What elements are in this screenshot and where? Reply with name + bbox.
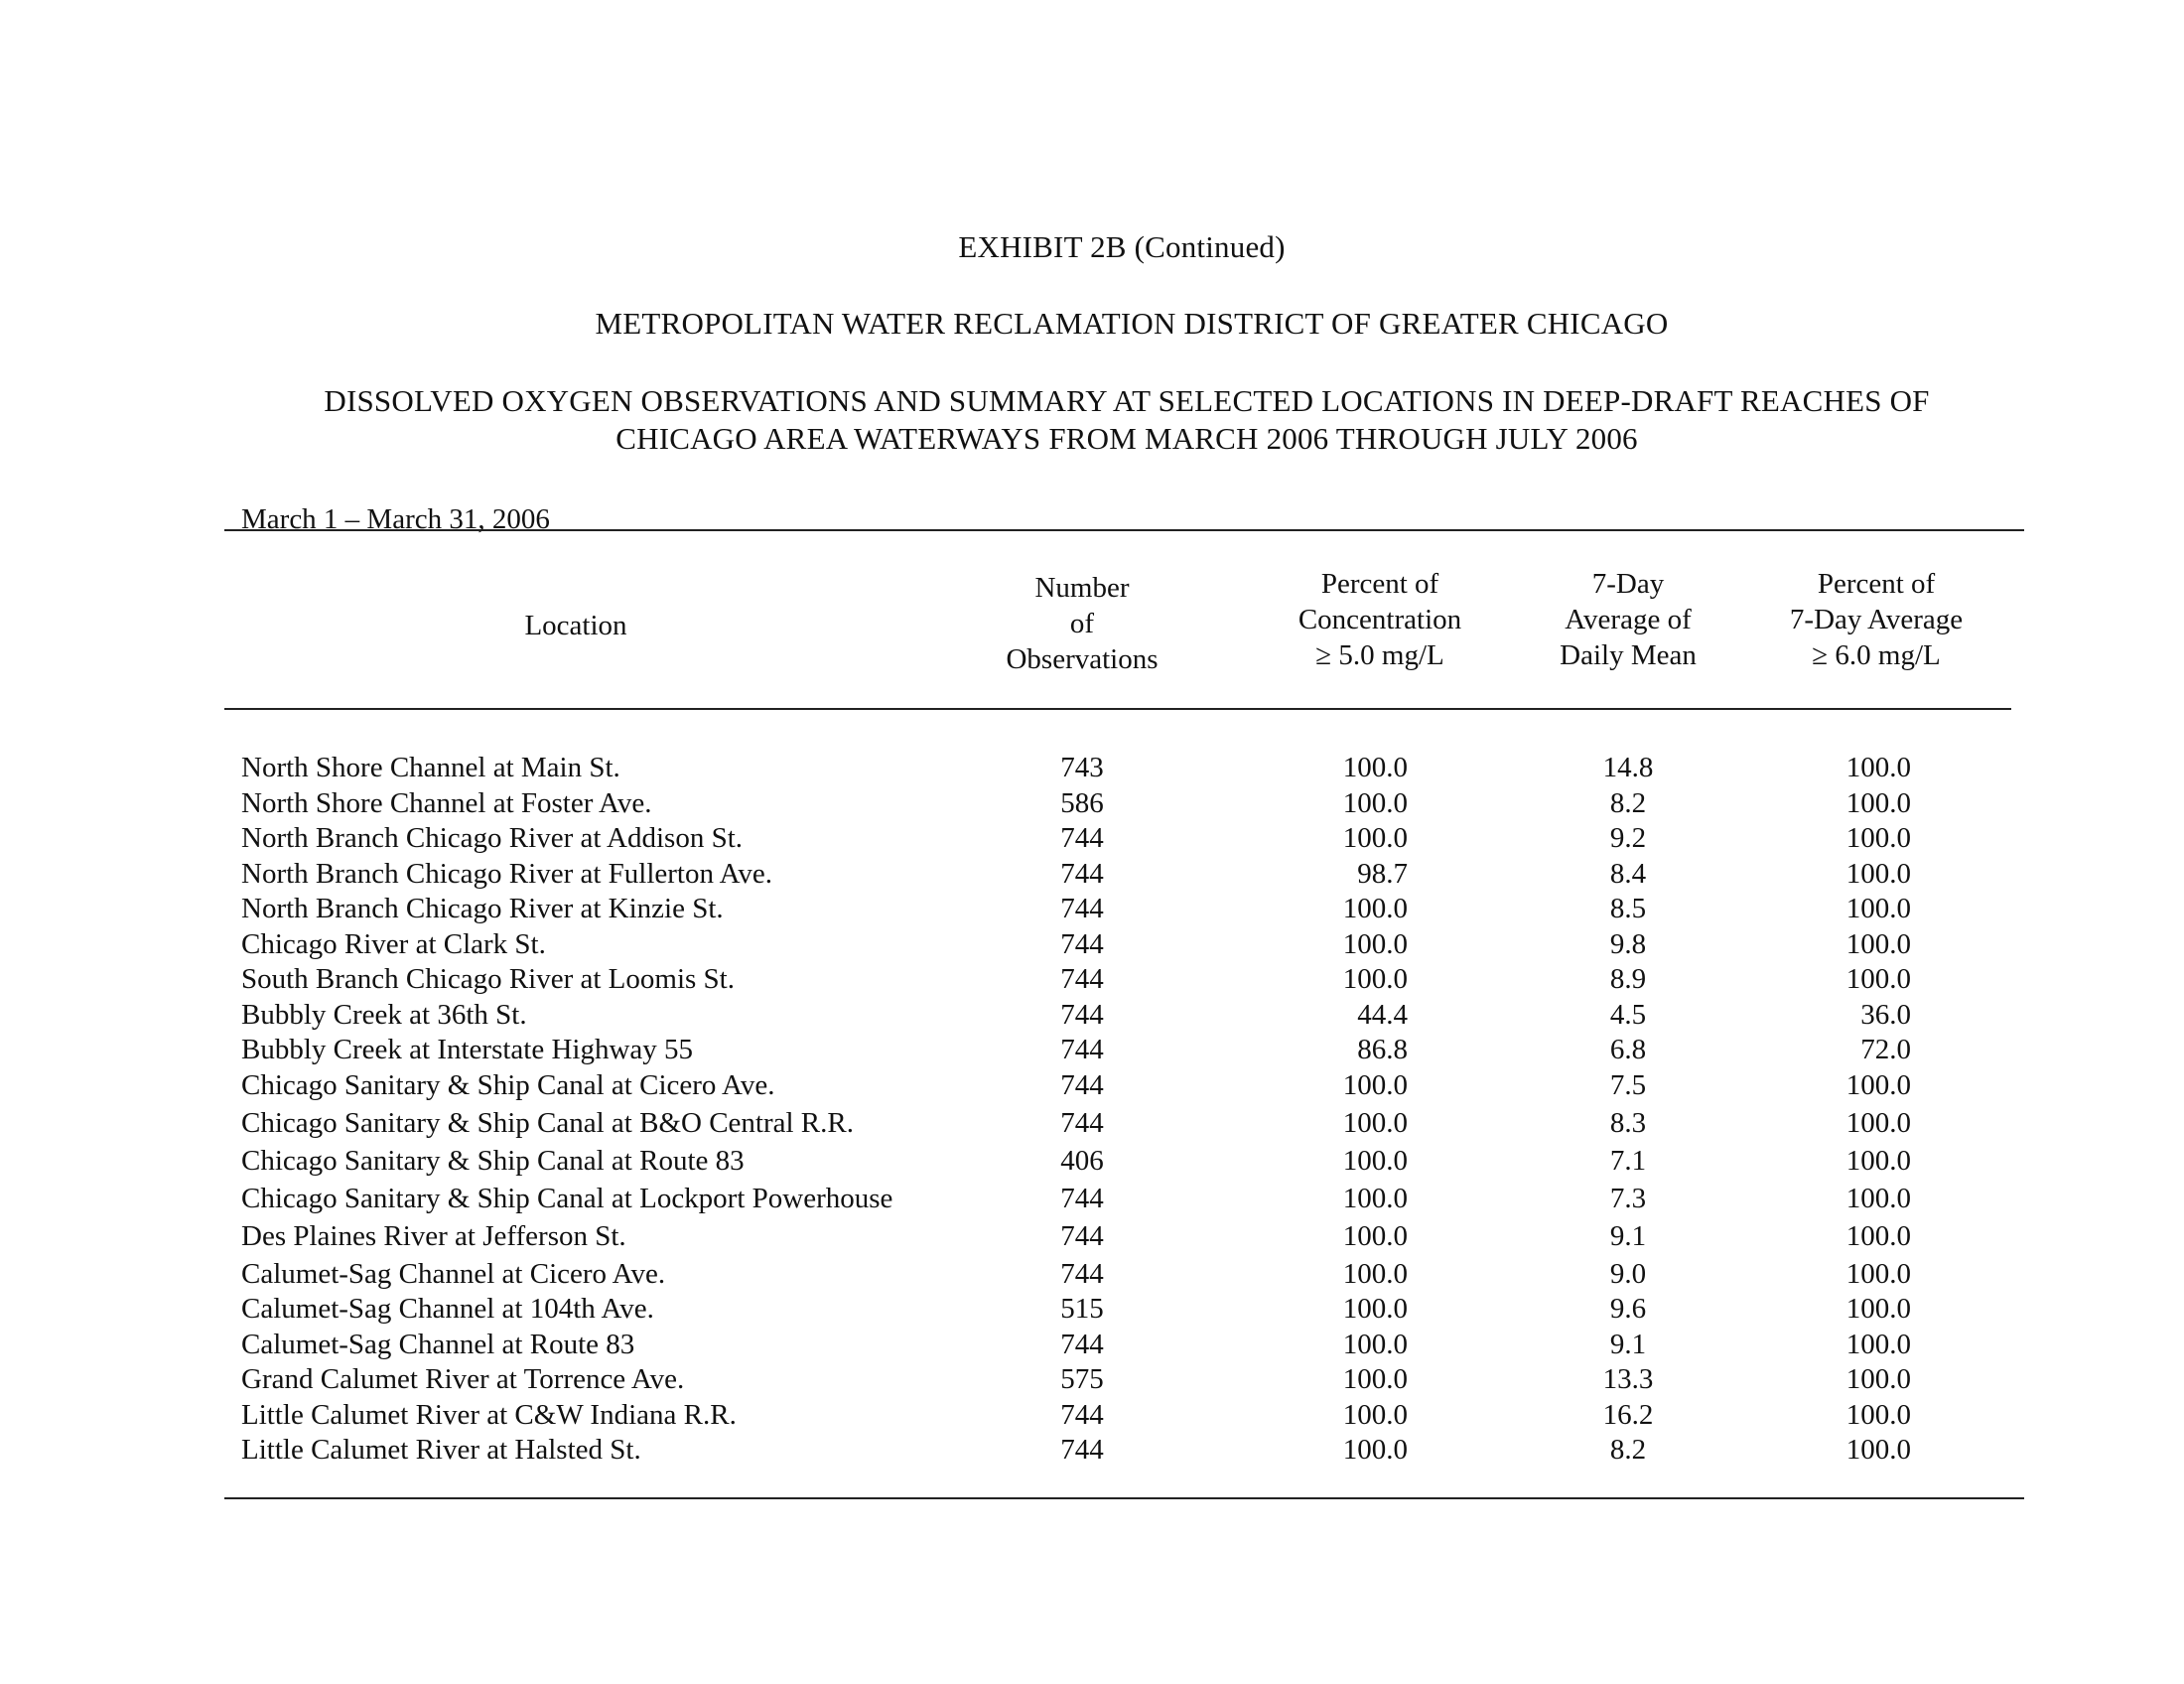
concentration-cell: 100.0	[1342, 927, 1408, 960]
table-row	[0, 785, 2184, 821]
location-cell: Chicago Sanitary & Ship Canal at Route 83	[241, 1144, 745, 1177]
observations-cell: 744	[1060, 1219, 1104, 1252]
seven-day-average-cell: 8.4	[1609, 857, 1647, 890]
table-row	[0, 1432, 2184, 1468]
concentration-cell: 100.0	[1342, 1219, 1408, 1252]
concentration-cell: 100.0	[1342, 752, 1408, 783]
percent-seven-day-cell: 100.0	[1845, 1219, 1911, 1252]
table-row	[0, 1181, 2184, 1218]
percent-seven-day-cell: 100.0	[1845, 786, 1911, 819]
table-row	[0, 1256, 2184, 1292]
header-avg-line-3: Daily Mean	[1560, 639, 1697, 671]
observations-cell: 744	[1060, 1434, 1104, 1466]
percent-seven-day-cell: 100.0	[1845, 1398, 1911, 1431]
observations-cell: 744	[1060, 1398, 1104, 1431]
seven-day-average-cell: 8.3	[1609, 1106, 1647, 1139]
observations-cell: 744	[1060, 1068, 1104, 1101]
header-pct7-line-2: 7-Day Average	[1789, 604, 1964, 635]
seven-day-average-cell: 9.0	[1609, 1257, 1647, 1290]
observations-cell: 744	[1060, 1328, 1104, 1360]
header-number-of-observations	[933, 570, 1231, 677]
table-row	[0, 891, 2184, 926]
location-cell: Calumet-Sag Channel at 104th Ave.	[241, 1293, 654, 1325]
concentration-cell: 100.0	[1342, 1182, 1408, 1214]
observations-cell: 744	[1060, 1182, 1104, 1214]
percent-seven-day-cell: 100.0	[1845, 927, 1911, 960]
location-cell: Chicago River at Clark St.	[241, 927, 546, 960]
seven-day-average-cell: 7.1	[1609, 1144, 1647, 1177]
observations-cell: 744	[1060, 893, 1104, 924]
table-row	[0, 1397, 2184, 1433]
percent-seven-day-cell: 100.0	[1845, 1363, 1911, 1395]
location-cell: Bubbly Creek at Interstate Highway 55	[241, 1034, 694, 1065]
location-cell: Grand Calumet River at Torrence Ave.	[241, 1363, 685, 1395]
table-row	[0, 820, 2184, 856]
table-row	[0, 997, 2184, 1033]
table-row	[0, 1032, 2184, 1067]
concentration-cell: 100.0	[1342, 1434, 1408, 1466]
location-cell: Chicago Sanitary & Ship Canal at Cicero Ave.	[241, 1068, 775, 1101]
percent-seven-day-cell: 100.0	[1845, 822, 1911, 854]
location-cell: Calumet-Sag Channel at Route 83	[241, 1328, 635, 1360]
seven-day-average-cell: 9.6	[1609, 1293, 1647, 1325]
header-pct7-line-1: Percent of	[1817, 568, 1936, 600]
concentration-cell: 100.0	[1342, 1144, 1408, 1177]
header-number-line-2: of	[1069, 608, 1095, 639]
location-cell: Calumet-Sag Channel at Cicero Ave.	[241, 1257, 666, 1290]
location-cell: North Shore Channel at Main St.	[241, 752, 620, 783]
percent-seven-day-cell: 100.0	[1845, 1257, 1911, 1290]
observations-cell: 743	[1060, 752, 1104, 783]
concentration-cell: 100.0	[1342, 1293, 1408, 1325]
location-cell: Little Calumet River at Halsted St.	[241, 1434, 641, 1466]
observations-cell: 586	[1060, 786, 1104, 819]
seven-day-average-cell: 8.2	[1609, 786, 1647, 819]
location-cell: North Shore Channel at Foster Ave.	[241, 786, 652, 819]
seven-day-average-cell: 8.5	[1609, 893, 1647, 924]
location-cell: Chicago Sanitary & Ship Canal at B&O Central R.R.	[241, 1106, 854, 1139]
seven-day-average-cell: 7.5	[1609, 1068, 1647, 1101]
percent-seven-day-cell: 100.0	[1845, 1144, 1911, 1177]
percent-seven-day-cell: 100.0	[1845, 893, 1911, 924]
exhibit-title: EXHIBIT 2B (Continued)	[958, 229, 1286, 264]
observations-cell: 515	[1060, 1293, 1104, 1325]
location-cell: Chicago Sanitary & Ship Canal at Lockport Powerhouse	[241, 1182, 893, 1214]
percent-seven-day-cell: 100.0	[1845, 1434, 1911, 1466]
header-percent-7-day-average	[1727, 566, 2025, 673]
percent-seven-day-cell: 100.0	[1845, 963, 1911, 995]
table-row	[0, 1361, 2184, 1397]
percent-seven-day-cell: 100.0	[1845, 752, 1911, 783]
table-row	[0, 750, 2184, 785]
percent-seven-day-cell: 100.0	[1845, 1293, 1911, 1325]
concentration-cell: 44.4	[1357, 998, 1408, 1031]
header-location	[427, 608, 725, 643]
location-cell: Bubbly Creek at 36th St.	[241, 998, 527, 1031]
report-title-line-2: CHICAGO AREA WATERWAYS FROM MARCH 2006 THROUGH JULY 2006	[615, 421, 1638, 456]
observations-cell: 744	[1060, 1257, 1104, 1290]
concentration-cell: 86.8	[1357, 1034, 1408, 1065]
header-avg-line-1: 7-Day	[1591, 568, 1665, 600]
district-name: METROPOLITAN WATER RECLAMATION DISTRICT OF GREATER CHICAGO	[595, 306, 1669, 341]
percent-seven-day-cell: 100.0	[1845, 1106, 1911, 1139]
concentration-cell: 100.0	[1342, 893, 1408, 924]
percent-seven-day-cell: 100.0	[1845, 1328, 1911, 1360]
header-avg-line-2: Average of	[1565, 604, 1692, 635]
seven-day-average-cell: 9.1	[1609, 1328, 1647, 1360]
seven-day-average-cell: 9.2	[1609, 822, 1647, 854]
seven-day-average-cell: 9.8	[1609, 927, 1647, 960]
header-concentration-line-3: ≥ 5.0 mg/L	[1315, 639, 1444, 671]
concentration-cell: 100.0	[1342, 1068, 1408, 1101]
observations-cell: 744	[1060, 822, 1104, 854]
concentration-cell: 100.0	[1342, 1106, 1408, 1139]
location-cell: South Branch Chicago River at Loomis St.	[241, 963, 735, 995]
table-bottom-rule	[224, 1497, 2024, 1499]
concentration-cell: 100.0	[1342, 822, 1408, 854]
percent-seven-day-cell: 100.0	[1845, 1182, 1911, 1214]
observations-cell: 744	[1060, 998, 1104, 1031]
observations-cell: 744	[1060, 963, 1104, 995]
seven-day-average-cell: 8.9	[1609, 963, 1647, 995]
table-row	[0, 1291, 2184, 1327]
seven-day-average-cell: 16.2	[1602, 1398, 1654, 1431]
table-row	[0, 926, 2184, 962]
location-cell: North Branch Chicago River at Addison St.	[241, 822, 744, 854]
concentration-cell: 100.0	[1342, 963, 1408, 995]
table-row	[0, 1143, 2184, 1181]
observations-cell: 744	[1060, 857, 1104, 890]
header-concentration-line-1: Percent of	[1320, 568, 1439, 600]
location-cell: North Branch Chicago River at Kinzie St.	[241, 893, 724, 924]
concentration-cell: 100.0	[1342, 786, 1408, 819]
seven-day-average-cell: 13.3	[1602, 1363, 1654, 1395]
seven-day-average-cell: 8.2	[1609, 1434, 1647, 1466]
report-title-line-1: DISSOLVED OXYGEN OBSERVATIONS AND SUMMARY AT SELECTED LOCATIONS IN DEEP-DRAFT REACHES OF	[324, 383, 1930, 418]
table-row	[0, 1067, 2184, 1105]
observations-cell: 744	[1060, 927, 1104, 960]
seven-day-average-cell: 7.3	[1609, 1182, 1647, 1214]
observations-cell: 744	[1060, 1106, 1104, 1139]
location-cell: North Branch Chicago River at Fullerton Ave.	[241, 857, 773, 890]
seven-day-average-cell: 9.1	[1609, 1219, 1647, 1252]
location-cell: Little Calumet River at C&W Indiana R.R.	[241, 1398, 737, 1431]
header-number-line-1: Number	[1034, 572, 1130, 604]
header-number-line-3: Observations	[1006, 643, 1159, 675]
percent-seven-day-cell: 72.0	[1860, 1034, 1911, 1065]
percent-seven-day-cell: 100.0	[1845, 1068, 1911, 1101]
seven-day-average-cell: 4.5	[1609, 998, 1647, 1031]
concentration-cell: 100.0	[1342, 1398, 1408, 1431]
header-location-line: Location	[524, 610, 627, 641]
header-concentration-line-2: Concentration	[1297, 604, 1462, 635]
table-row	[0, 1218, 2184, 1256]
seven-day-average-cell: 6.8	[1609, 1034, 1647, 1065]
table-row	[0, 1327, 2184, 1362]
concentration-cell: 100.0	[1342, 1257, 1408, 1290]
concentration-cell: 100.0	[1342, 1328, 1408, 1360]
table-row	[0, 961, 2184, 997]
concentration-cell: 98.7	[1357, 857, 1408, 890]
location-cell: Des Plaines River at Jefferson St.	[241, 1219, 626, 1252]
header-bottom-rule	[224, 708, 2011, 710]
percent-seven-day-cell: 100.0	[1845, 857, 1911, 890]
header-pct7-line-3: ≥ 6.0 mg/L	[1812, 639, 1941, 671]
reporting-period: March 1 – March 31, 2006	[241, 503, 550, 535]
observations-cell: 744	[1060, 1034, 1104, 1065]
concentration-cell: 100.0	[1342, 1363, 1408, 1395]
table-row	[0, 856, 2184, 892]
table-top-rule	[224, 529, 2024, 531]
observations-cell: 406	[1060, 1144, 1104, 1177]
observations-cell: 575	[1060, 1363, 1104, 1395]
percent-seven-day-cell: 36.0	[1860, 998, 1911, 1031]
table-row	[0, 1105, 2184, 1143]
seven-day-average-cell: 14.8	[1602, 752, 1654, 783]
table-body	[0, 750, 2184, 1468]
